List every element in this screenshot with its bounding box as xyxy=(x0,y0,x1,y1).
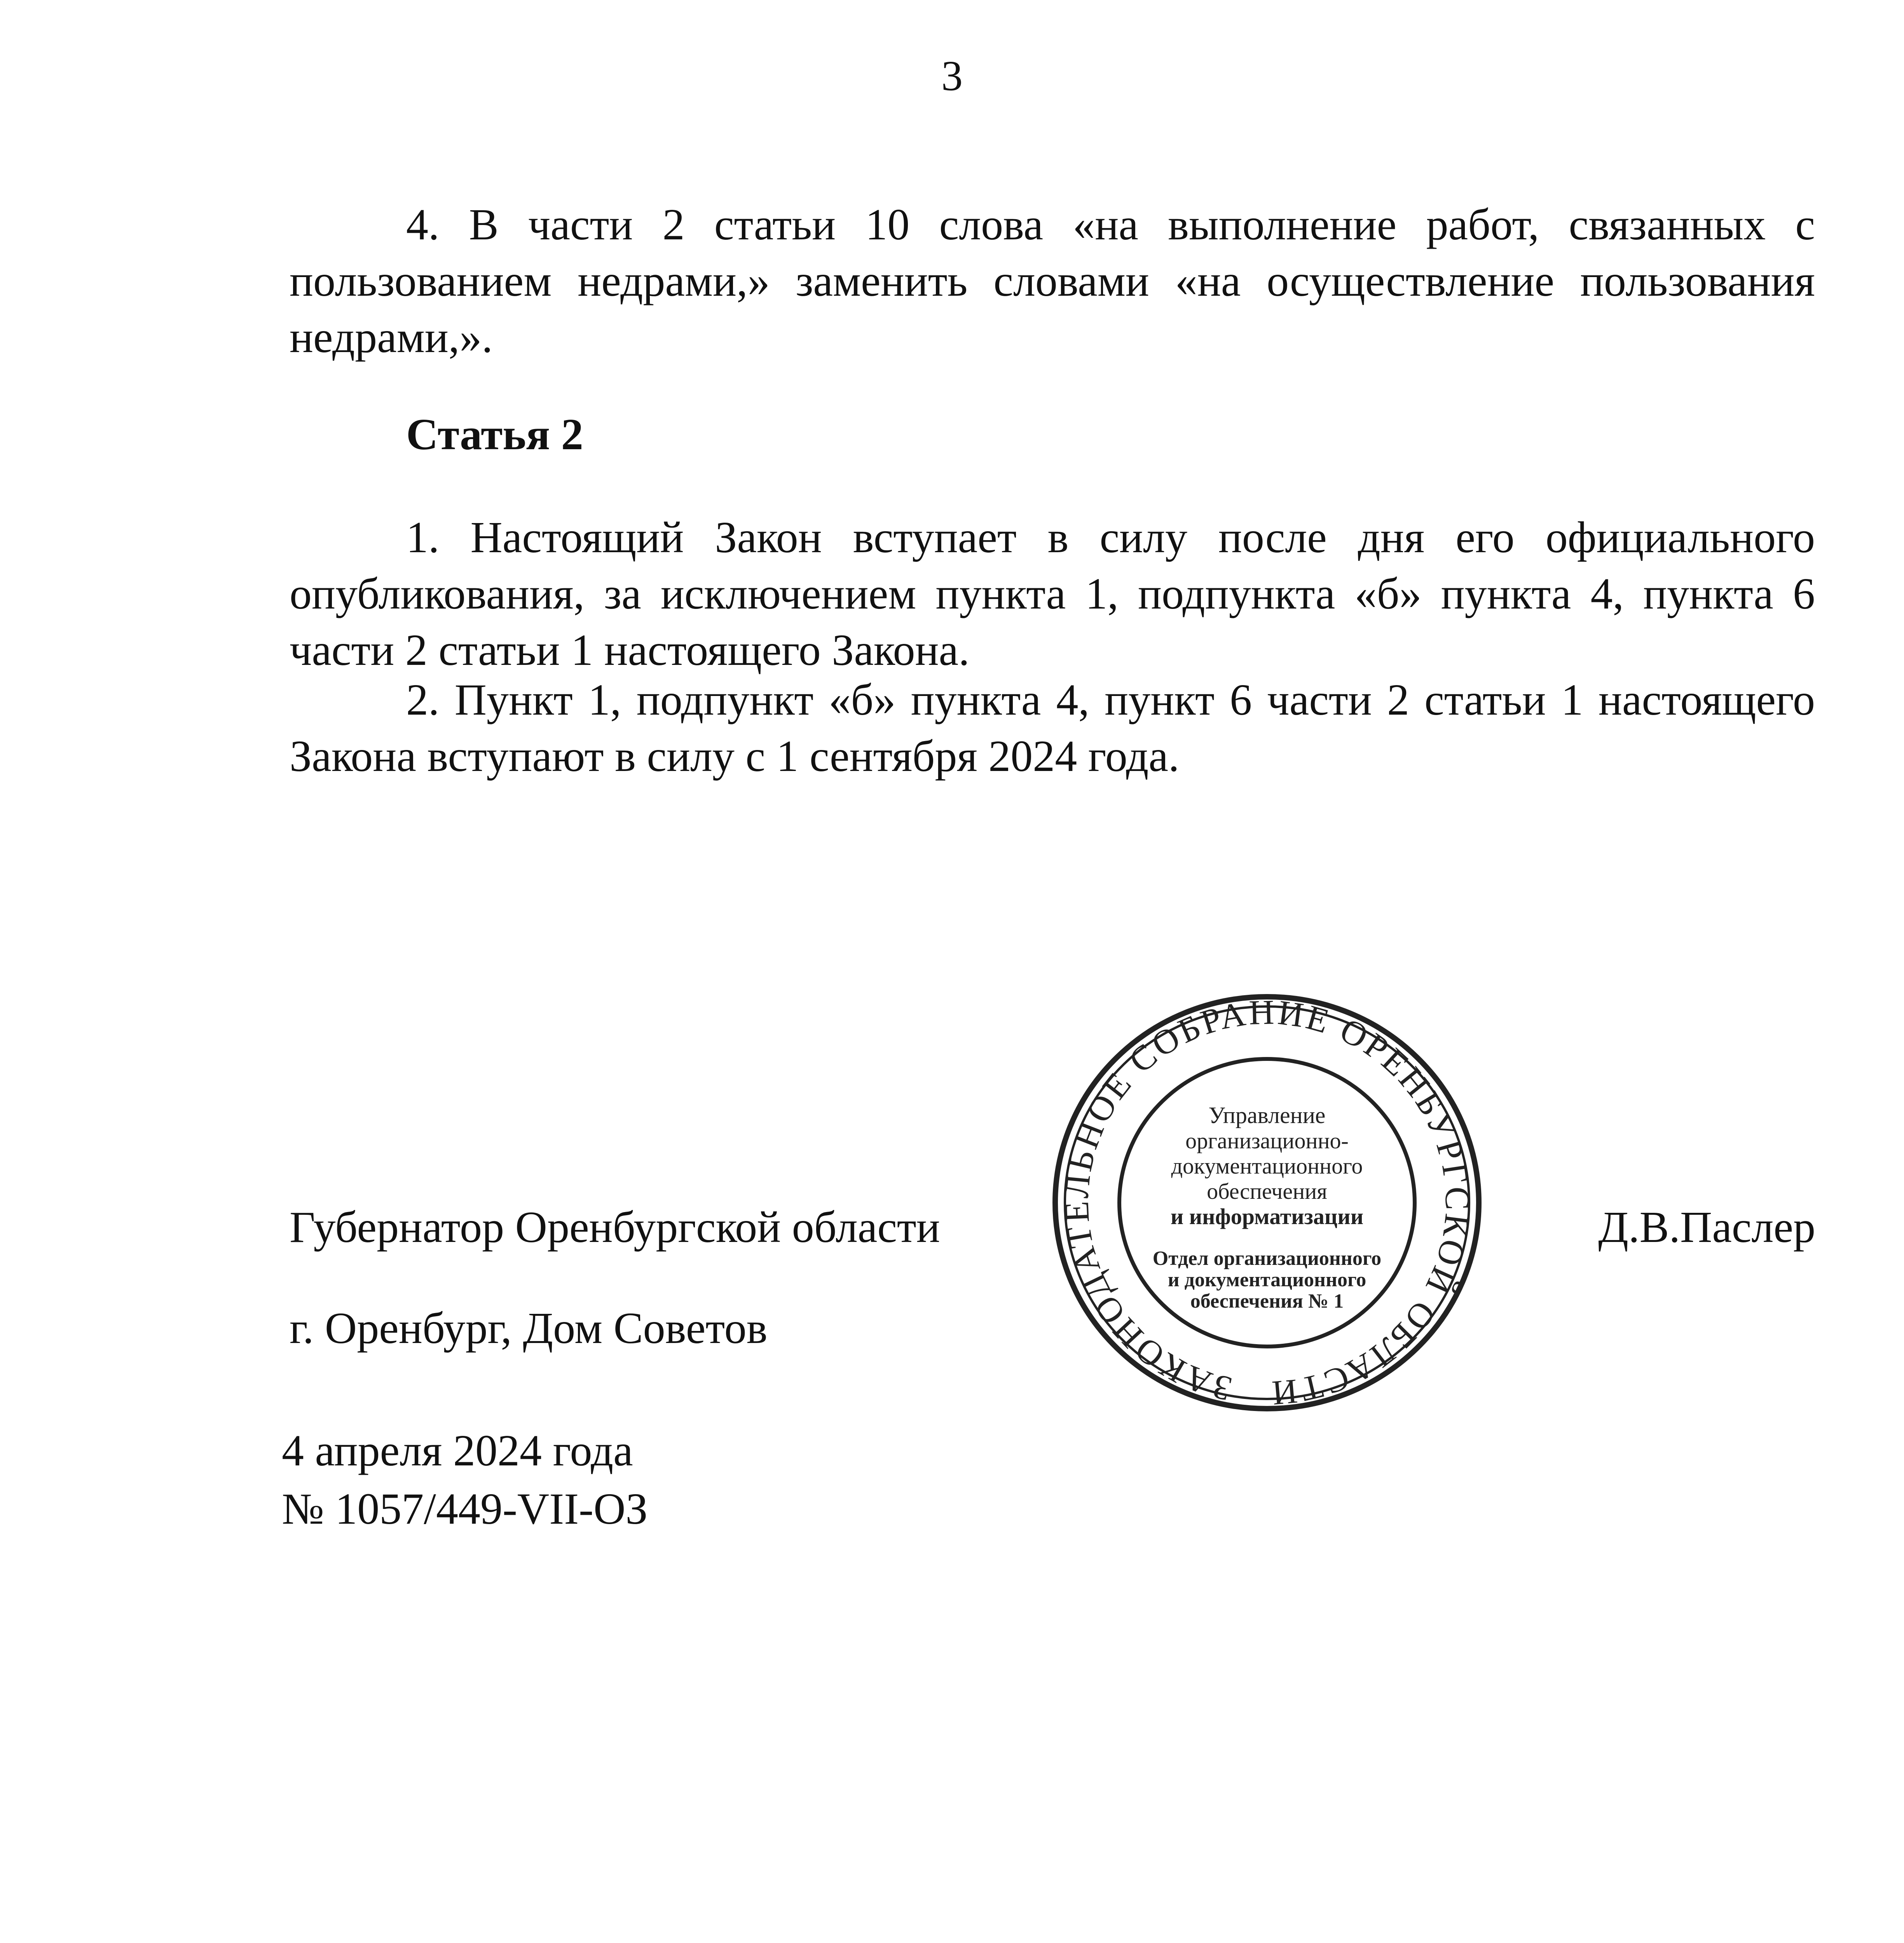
article2-paragraph-2: 2. Пункт 1, подпункт «б» пункта 4, пункт 6 части 2 статьи 1 настоящего Закона вступают в силу с 1 сентября 2024 года. xyxy=(290,675,1815,781)
seal-inner-line: и информатизации xyxy=(1170,1204,1364,1229)
official-seal xyxy=(1047,989,1487,1416)
law-number: № 1057/449-VII-ОЗ xyxy=(282,1484,648,1533)
seal-inner-line: документационного xyxy=(1171,1153,1363,1179)
seal-inner-line: и документационного xyxy=(1168,1269,1366,1291)
seal-inner-line: организационно- xyxy=(1185,1128,1349,1153)
seal-inner-line: обеспечения xyxy=(1207,1179,1327,1204)
law-date: 4 апреля 2024 года xyxy=(282,1426,633,1475)
signatory-name: Д.В.Паслер xyxy=(1598,1202,1815,1252)
seal-inner-line: Управление xyxy=(1208,1102,1326,1128)
article2-heading: Статья 2 xyxy=(406,410,583,459)
seal-ring-text: ЗАКОНОДАТЕЛЬНОЕ СОБРАНИЕ ОРЕНБУРГСКОЙ ОБЛАСТИ xyxy=(1057,993,1477,1413)
article2-paragraph-1: 1. Настоящий Закон вступает в силу после дня его официального опубликования, за исключением пункта 1, подпункта «б» пункта 4, пункта 6 части 2 статьи 1 настоящего Закона. xyxy=(290,513,1815,675)
page-number: 3 xyxy=(941,52,963,99)
article1-item4: 4. В части 2 статьи 10 слова «на выполнение работ, связанных с пользованием недрами,» заменить словами «на осуществление пользования недрами,». xyxy=(290,200,1815,362)
signatory-title: Губернатор Оренбургской области xyxy=(290,1202,940,1252)
signing-place: г. Оренбург, Дом Советов xyxy=(290,1303,768,1353)
seal-inner-line: обеспечения № 1 xyxy=(1190,1290,1344,1312)
seal-inner-line: Отдел организационного xyxy=(1152,1247,1382,1270)
